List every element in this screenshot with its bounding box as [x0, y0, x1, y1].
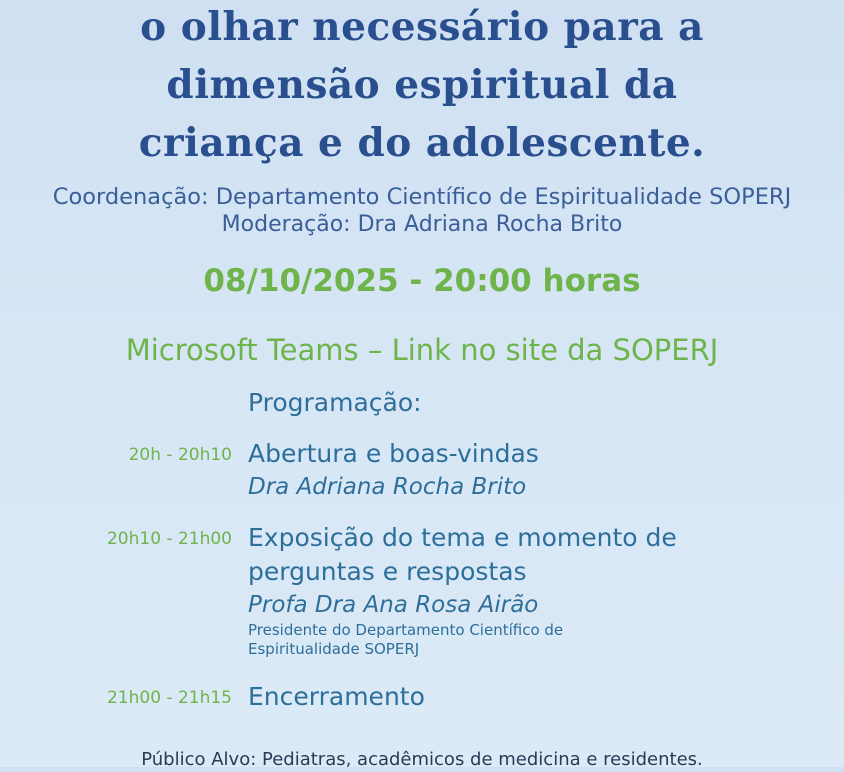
- program-item-time: 20h - 20h10: [128, 445, 232, 465]
- coordination-text: Coordenação: Departamento Científico de Espiritualidade SOPERJ: [52, 184, 792, 210]
- program-item-title: Encerramento: [248, 682, 425, 711]
- moderation-text: Moderação: Dra Adriana Rocha Brito: [221, 212, 623, 237]
- target-audience: Público Alvo: Pediatras, acadêmicos de medicina e residentes.: [141, 749, 703, 770]
- program-item-content: [248, 437, 838, 503]
- title-line-2: dimensão espiritual da: [166, 62, 678, 108]
- program-item-title: Abertura e boas-vindas: [248, 439, 539, 468]
- program-item-title: Exposição do tema e momento de perguntas e respostas: [248, 523, 677, 586]
- program-item-speaker: Dra Adriana Rocha Brito: [248, 474, 527, 500]
- event-credits: [0, 184, 844, 238]
- program-heading: Programação:: [248, 388, 422, 417]
- program-item-content: [248, 521, 728, 659]
- title-line-1: o olhar necessário para a: [140, 4, 704, 50]
- program-item-time: 21h00 - 21h15: [106, 688, 232, 708]
- event-title: [0, 0, 844, 172]
- event-datetime: 08/10/2025 - 20:00 horas: [203, 263, 641, 299]
- title-line-3: criança e do adolescente.: [138, 120, 706, 166]
- program-item-content: [248, 680, 838, 714]
- program-item-speaker-role: Presidente do Departamento Científico de Espiritualidade SOPERJ: [248, 621, 564, 658]
- event-platform: Microsoft Teams – Link no site da SOPERJ: [125, 333, 719, 367]
- program-item-time: 20h10 - 21h00: [106, 529, 232, 549]
- program-item-speaker: Profa Dra Ana Rosa Airão: [248, 592, 539, 618]
